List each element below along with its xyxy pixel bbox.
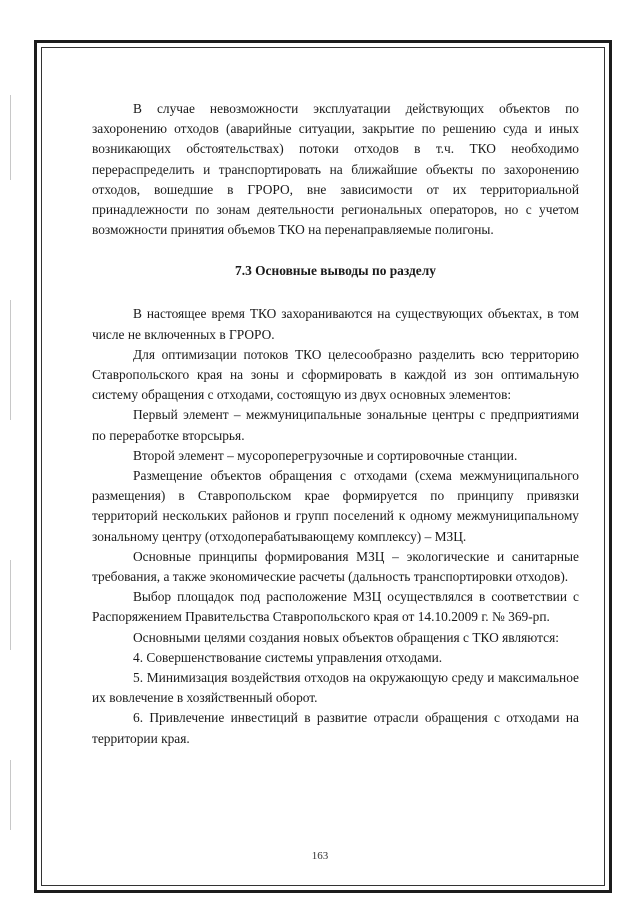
paragraph: Первый элемент – межмуниципальные зональные центры с предприятиями по переработке вторсырья. [92, 407, 579, 443]
list-item: 4. Совершенствование системы управления отходами. [133, 649, 443, 665]
list-item: 5. Минимизация воздействия отходов на окружающую среду и максимальное их вовлечение в хозяйственный оборот. [92, 670, 579, 706]
paragraph: Размещение объектов обращения с отходами (схема межмуниципального размещения) в Ставропольском крае формируется по принципу привязки территорий нескольких районов и групп поселений к одному межмуниципальному зональному центру (отходоперабатывающему комплексу) – МЗЦ. [92, 468, 579, 544]
page-number: 163 [311, 850, 329, 862]
paragraph: Второй элемент – мусороперегрузочные и сортировочные станции. [133, 447, 518, 463]
paragraph: Основные принципы формирования МЗЦ – экологические и санитарные требования, а также экономические расчеты (дальность транспортировки отходов). [92, 548, 579, 585]
scan-mark [10, 300, 11, 420]
paragraph: Основными целями создания новых объектов обращения с ТКО являются: [133, 629, 559, 645]
section-heading: 7.3 Основные выводы по разделу [235, 263, 436, 279]
paragraph-disposal-redistribution: В случае невозможности эксплуатации действующих объектов по захоронению отходов (аварийные ситуации, закрытие по решению суда и иных возникающих обстоятельствах) потоки отходов в т.ч. ТКО необходимо перераспределить и транспортировать на ближайшие объекты по захоронению отходов, вошедшие в ГРОРО, вне зависимости от их территориальной принадлежности по зонам деятельности региональных операторов, но с учетом возможности принятия объемов ТКО на перенаправляемые полигоны. [92, 101, 579, 238]
scan-mark [10, 760, 11, 830]
scan-mark [10, 560, 11, 650]
paragraph: Для оптимизации потоков ТКО целесообразно разделить всю территорию Ставропольского края на зоны и сформировать в каждой из зон оптимальную систему обращения с отходами, состоящую из двух основных элементов: [92, 346, 579, 403]
document-body [92, 99, 579, 749]
paragraph: Выбор площадок под расположение МЗЦ осуществлялся в соответствии с Распоряжением Правительства Ставропольского края от 14.10.2009 г. № 369-рп. [92, 589, 579, 625]
scan-mark [10, 95, 11, 180]
list-item: 6. Привлечение инвестиций в развитие отрасли обращения с отходами на территории края. [92, 710, 579, 746]
paragraph: В настоящее время ТКО захораниваются на существующих объектах, в том числе не включенных в ГРОРО. [92, 306, 579, 342]
